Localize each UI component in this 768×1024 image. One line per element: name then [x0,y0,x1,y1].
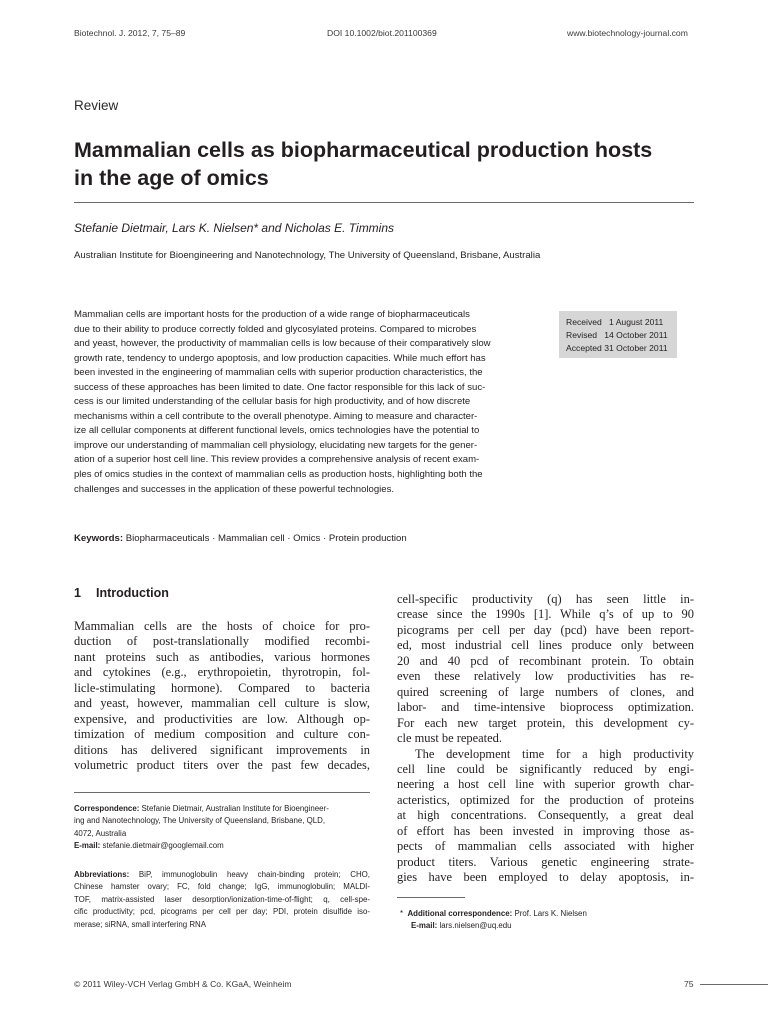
additional-email[interactable]: lars.nielsen@uq.edu [439,921,512,931]
abstract-line: and yeast, however, the productivity of mammalian cells is low because of their comparatively slow [74,338,491,350]
body-line: cle must be repeated. [397,731,502,746]
abstract-line: cess is our limited understanding of the cellular basis for high productivity, and of how discrete [74,396,471,408]
footnote-text: 4072, Australia [74,828,127,838]
body-line: crease since the 1990s [1]. While q’s of up to 90 [397,607,694,622]
body-line: cell line could be significantly reduced by engi- [397,761,694,776]
body-line: duction of post-translationally modified recombi- [74,634,370,649]
date-value: 31 October 2011 [604,343,668,353]
authors: Stefanie Dietmair, Lars K. Nielsen* and Nicholas E. Timmins [74,221,395,235]
date-received [566,317,663,327]
body-line: expensive, and productivities are low. Although op- [74,711,370,726]
section-label: Review [74,98,119,113]
journal-reference: Biotechnol. J. 2012, 7, 75–89 [74,28,186,38]
keywords-label: Keywords: [74,533,124,544]
journal-website[interactable]: www.biotechnology-journal.com [567,28,688,38]
body-line: quired screening of large numbers of clones, and [397,684,694,699]
body-column-right [397,592,694,886]
affiliation: Australian Institute for Bioengineering and Nanotechnology, The University of Queensland, Brisbane, Australia [74,250,541,261]
copyright: © 2011 Wiley-VCH Verlag GmbH & Co. KGaA, Weinheim [74,979,292,989]
abstract-line: growth rate, tendency to undergo apoptosis, and low production capacities. While much effort has [74,352,486,364]
section-number: 1 [74,586,81,600]
date-value: 1 August 2011 [609,317,664,327]
body-column-left [74,619,370,774]
page-number: 75 [684,979,694,989]
body-line: gies have been employed to delay apoptosis, in- [397,870,694,885]
footnote-divider [397,897,465,898]
correspondence-email[interactable]: stefanie.dietmair@googlemail.com [102,841,224,851]
abstract-line: ize all cellular components at different functional levels, omics technologies have the potential to [74,425,480,437]
abstract-line: challenges and successes in the application of these powerful technologies. [74,483,395,495]
body-line: neering a host cell line with superior growth char- [397,777,694,792]
keywords-text: Biopharmaceuticals · Mammalian cell · Omics · Protein production [125,533,407,544]
footnote-divider [74,792,370,793]
abstract-line: improve our understanding of mammalian cell physiology, elucidating new targets for the gener- [74,439,478,451]
body-line: and cytokines (e.g., erythropoietin, thyrotropin, fol- [74,665,370,680]
body-line: The development time for a high productivity [415,746,694,761]
section-heading [74,586,169,600]
section-title: Introduction [96,586,169,600]
abstract-line: Mammalian cells are important hosts for the production of a wide range of biopharmaceuticals [74,309,470,320]
footnote-text: Prof. Lars K. Nielsen [514,909,587,918]
body-line: licle-stimulating hormone). Compared to bacteria [74,680,370,695]
body-line: Mammalian cells are the hosts of choice for pro- [74,619,370,633]
body-line: of effort has been invested in improving those as- [397,823,694,838]
abstract-line: ples of omics studies in the context of mammalian cells as production hosts, highlighting both the [74,469,483,481]
body-line: For each new target protein, this development cy- [397,715,694,730]
correspondence-footnote [74,803,370,853]
body-line: ditions has delivered significant improvements in [74,742,370,757]
additional-correspondence-footnote [400,908,690,933]
footnote-text: cific productivity; pcd, picograms per cell per day; PDI, protein disulfide iso- [74,907,370,917]
footnote-label: Abbreviations: [74,870,130,879]
date-label: Accepted [566,343,602,353]
footnote-text: TOF, matrix-assisted laser desorption/ionization-time-of-flight; q, cell-spe- [74,894,370,904]
abstract-line: ation of a superior host cell line. This review provides a comprehensive analysis of recent exam- [74,454,480,466]
abstract-line: due to their ability to produce correctly folded and glycosylated proteins. Compared to microbes [74,323,477,335]
date-revised [566,330,668,340]
abstract-line: mechanisms within a cell contribute to the overall phenotype. Aiming to measure and character- [74,410,478,422]
title-divider [74,202,694,203]
body-line: and yeast, however, mammalian cell culture is slow, [74,696,370,711]
body-line: ed, most industrial cell lines produce only between [397,638,694,653]
body-line: picograms per cell per day (pcd) have been report- [397,622,694,637]
body-line: timization of medium composition and culture con- [74,727,370,742]
body-line: cell-specific productivity (q) has seen little in- [397,592,694,606]
footnote-text: merase; siRNA, small interfering RNA [74,919,206,929]
title-line: Mammalian cells as biopharmaceutical production hosts [74,138,653,162]
body-line: 20 and 40 pcd of recombinant protein. To obtain [397,653,694,668]
article-dates-box [559,311,677,358]
body-line: at high concentrations. Consequently, a great deal [397,808,694,823]
date-accepted [566,343,668,353]
footnote-label: Correspondence: [74,804,140,813]
body-line: acteristics, optimized for the production of proteins [397,792,694,807]
abstract-line: success of these approaches has been limited to date. One factor responsible for this lack of suc- [74,381,486,393]
title-line: in the age of omics [74,166,269,190]
date-label: Revised [566,330,598,340]
body-line: labor- and time-intensive bioprocess optimization. [397,700,694,715]
footer-rule [700,984,768,985]
footnote-text: BiP, immunoglobulin heavy chain-binding protein; CHO, [138,870,370,879]
abstract-line: been invested in the engineering of mammalian cells with superior production characteristics, the [74,367,483,379]
email-label: E-mail: [411,921,438,931]
date-label: Received [566,317,602,327]
footnote-text: Chinese hamster ovary; FC, fold change; IgG, immunoglobulin; MALDI- [74,882,370,892]
footnote-marker: * [400,909,404,918]
date-value: 14 October 2011 [604,330,668,340]
body-line: volumetric product titers over the past few decades, [74,758,370,773]
keywords [74,533,407,544]
body-line: nant proteins such as antibodies, various hormones [74,649,370,664]
body-line: product titers. Various genetic engineering strate- [397,854,694,869]
footnote-text: ing and Nanotechnology, The University of Queensland, Brisbane, QLD, [74,816,326,826]
body-line: even these relatively low productivities has re- [397,669,694,684]
footnote-label: Additional correspondence: [407,909,513,918]
body-line: pects of mammalian cells associated with higher [397,839,694,854]
article-title [74,136,674,192]
footnote-text: Stefanie Dietmair, Australian Institute for Bioengineer- [141,804,329,813]
abstract [74,308,544,497]
abbreviations-footnote [74,869,370,931]
doi[interactable]: DOI 10.1002/biot.201100369 [327,28,437,38]
email-label: E-mail: [74,841,101,851]
